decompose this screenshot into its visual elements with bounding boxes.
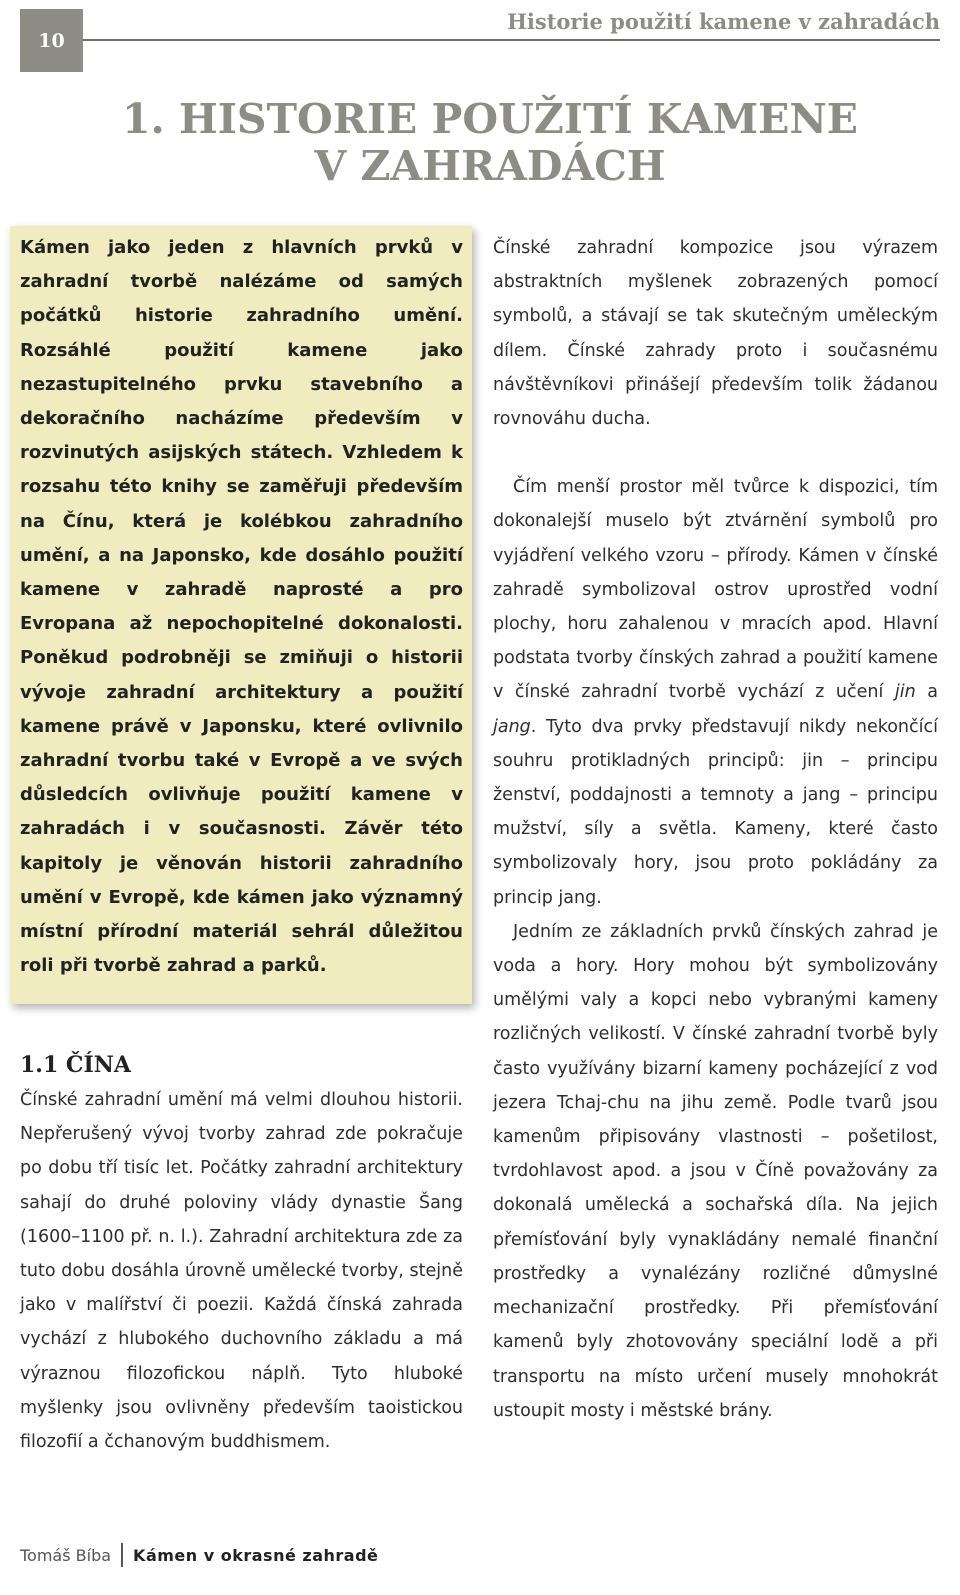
section-heading: 1.1 ČÍNA (20, 1052, 131, 1078)
right-paragraph-3: Jedním ze základních prvků čínských zahrad je voda a hory. Hory mohou být symbolizovány umělými valy a kopci nebo vybranými kameny rozličných velikostí. V čínské zahradní tvorbě byly často využívány bizarní kameny pocházející z vod jezera Tchaj-chu na jihu země. Podle tvarů jsou kamenům připisovány vlastnosti – pošetilost, tvrdohlavost apod. a jsou v Číně považovány za dokonalá umělecká a sochařská díla. Na jejich přemísťování byly vynakládány nemalé finanční prostředky a vynalézány rozličné důmyslné mechanizační prostředky. Při přemísťování kamenů byly zhotovovány speciální lodě a při transportu na místo určení musely mnohokrát ustoupit mosty i městské brány. (493, 921, 938, 1421)
footer (20, 1543, 378, 1567)
term-jin: jin (894, 682, 916, 703)
footer-book-title: Kámen v okrasné zahradě (133, 1545, 379, 1565)
right-paragraph-2-start: Čím menší prostor měl tvůrce k dispozici, tím dokonalejší muselo být ztvárnění symbolů pro vyjádření velkého vzoru – přírody. Kámen v čínské zahradě symbolizoval ostrov uprostřed vodní plochy, horu zahalenou v mracích apod. Hlavní podstata tvorby čínských zahrad a použití kamene v čínské zahradní tvorbě vychází z učení (493, 477, 938, 703)
right-paragraph-2 (493, 470, 938, 915)
right-paragraph-1: Čínské zahradní kompozice jsou výrazem abstraktních myšlenek zobrazených pomocí symbolů, a stávají se tak skutečným uměleckým dílem. Čínské zahrady proto i současnému návštěvníkovi přinášejí především tolik žádanou rovnováhu ducha. (493, 238, 938, 430)
conjunction: a (927, 682, 938, 703)
chapter-title-line-1: 1. HISTORIE POUŽITÍ KAMENE (121, 95, 859, 143)
header-rule (83, 39, 940, 41)
section-paragraph: Čínské zahradní umění má velmi dlouhou historii. Nepřerušený vývoj tvorby zahrad zde pokračuje po dobu tří tisíc let. Počátky zahradní architektury sahají do druhé poloviny vlády dynastie Šang (1600–1100 př. n. l.). Zahradní architektura zde za tuto dobu dosáhla úrovně umělecké tvorby, stejně jako v malířství či poezii. Každá čínská zahrada vychází z hlubokého duchovního základu a má výraznou filozofickou náplň. Tyto hluboké myšlenky jsou ovlivněny především taoistickou filozofií a čchanovým buddhismem. (20, 1090, 463, 1453)
running-header: Historie použití kamene v zahradách (507, 9, 940, 34)
footer-separator (121, 1543, 123, 1567)
right-paragraph-2-end: . Tyto dva prvky představují nikdy nekončící souhru protikladných principů: jin – principu ženství, poddajnosti a temnoty a jang – principu mužství, síly a světla. Kameny, které často symbolizovaly hory, jsou proto pokládány za princip jang. (493, 716, 938, 908)
term-jang: jang (493, 716, 531, 737)
footer-author: Tomáš Bíba (20, 1545, 112, 1565)
right-column (493, 231, 938, 1428)
page-number: 10 (20, 9, 83, 72)
abstract-text: Kámen jako jeden z hlavních prvků v zahradní tvorbě nalézáme od samých počátků historie zahradního umění. Rozsáhlé použití kamene jako nezastupitelného prvku stavebního a dekoračního nacházíme především v rozvinutých asijských státech. Vzhledem k rozsahu této knihy se zaměřuji především na Čínu, která je kolébkou zahradního umění, a na Japonsko, kde dosáhlo použití kamene v zahradě naprosté a pro Evropana až nepochopitelné dokonalosti. Poněkud podrobněji se zmiňuji o historii vývoje zahradní architektury a použití kamene právě v Japonsku, které ovlivnilo zahradní tvorbu také v Evropě a ve svých důsledcích ovlivňuje použití kamene v zahradách i v současnosti. Závěr této kapitoly je věnován historii zahradního umění v Evropě, kde kámen jako významný místní přírodní materiál sehrál důležitou roli při tvorbě zahrad a parků. (20, 237, 463, 977)
chapter-title (100, 96, 880, 190)
left-column (20, 1083, 463, 1459)
chapter-title-line-2: V ZAHRADÁCH (314, 142, 666, 190)
